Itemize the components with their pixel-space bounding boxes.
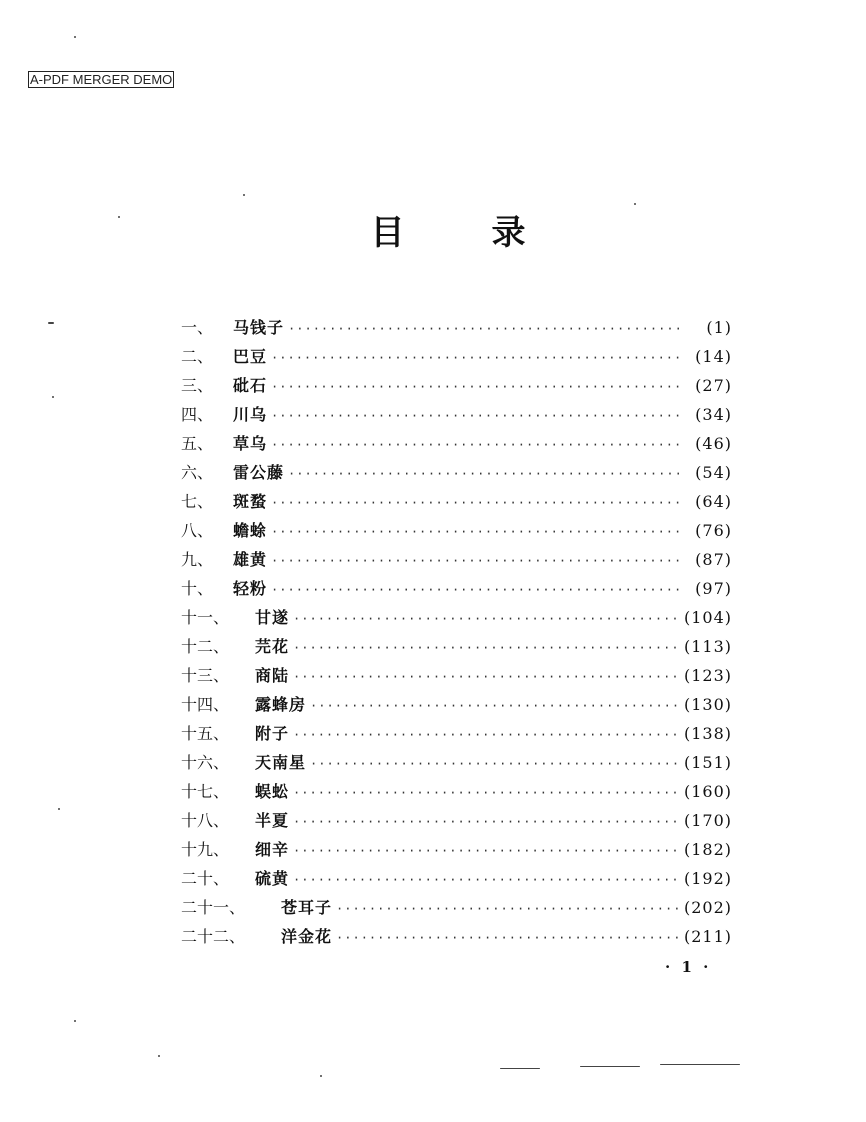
toc-entry-number: 二十一、 — [181, 898, 246, 917]
toc-entry-page: (97) — [695, 579, 732, 598]
toc-leader-dots — [293, 634, 678, 663]
toc-entry — [181, 603, 732, 632]
toc-entry-page: (87) — [695, 550, 732, 569]
toc-entry-page: (104) — [683, 608, 732, 627]
toc-leader-dots — [293, 605, 678, 634]
toc-entry — [181, 864, 732, 893]
scan-speck — [634, 203, 636, 205]
toc-entry — [181, 487, 732, 516]
toc-entry-page: (182) — [683, 840, 732, 859]
toc-entry-page: (123) — [683, 666, 732, 685]
toc-entry — [181, 777, 732, 806]
toc-entry-page: (76) — [695, 521, 732, 540]
toc-entry-page: (64) — [695, 492, 732, 511]
toc-entry — [181, 342, 732, 371]
toc-entry-number: 二十、 — [181, 869, 230, 888]
scan-speck — [243, 194, 245, 196]
scan-speck — [52, 396, 54, 398]
toc-leader-dots — [288, 460, 682, 489]
toc-entry — [181, 545, 732, 574]
toc-entry-title: 附子 — [255, 724, 290, 743]
toc-entry-number: 十七、 — [181, 782, 230, 801]
toc-entry-page: (113) — [683, 637, 732, 656]
toc-entry-title: 商陆 — [255, 666, 290, 685]
toc-entry — [181, 893, 732, 922]
toc-leader-dots — [336, 895, 678, 924]
toc-leader-dots — [271, 518, 682, 547]
toc-entry-number: 十八、 — [181, 811, 230, 830]
toc-entry-title: 巴豆 — [233, 347, 268, 366]
toc-leader-dots — [310, 750, 678, 779]
toc-leader-dots — [293, 808, 678, 837]
scan-speck — [74, 1020, 76, 1022]
toc-entry — [181, 719, 732, 748]
toc-entry-title: 草乌 — [233, 434, 268, 453]
toc-entry-number: 十一、 — [181, 608, 230, 627]
toc-entry-page: (34) — [695, 405, 732, 424]
toc-entry — [181, 371, 732, 400]
toc-entry-title: 苍耳子 — [281, 898, 333, 917]
toc-leader-dots — [271, 373, 682, 402]
toc-entry-number: 三、 — [181, 376, 214, 395]
scan-speck — [660, 1064, 740, 1065]
toc-entry-title: 雄黄 — [233, 550, 268, 569]
toc-entry-page: (27) — [695, 376, 732, 395]
toc-entry-number: 十五、 — [181, 724, 230, 743]
toc-entry — [181, 429, 732, 458]
toc-leader-dots — [288, 315, 682, 344]
scan-speck — [118, 216, 120, 218]
toc-entry-number: 五、 — [181, 434, 214, 453]
toc-entry-title: 蟾蜍 — [233, 521, 268, 540]
toc-entry-number: 九、 — [181, 550, 214, 569]
toc-entry — [181, 458, 732, 487]
toc-entry-page: (54) — [695, 463, 732, 482]
table-of-contents — [181, 313, 732, 951]
toc-entry-title: 半夏 — [255, 811, 290, 830]
toc-entry-number: 十六、 — [181, 753, 230, 772]
toc-entry — [181, 516, 732, 545]
toc-entry-number: 十九、 — [181, 840, 230, 859]
toc-leader-dots — [310, 692, 678, 721]
toc-entry-title: 洋金花 — [281, 927, 333, 946]
scan-speck — [74, 36, 76, 38]
scan-speck — [580, 1066, 640, 1067]
toc-entry-title: 川乌 — [233, 405, 268, 424]
scan-speck — [320, 1075, 322, 1077]
toc-entry-page: (211) — [683, 927, 732, 946]
toc-entry-page: (14) — [695, 347, 732, 366]
toc-entry-page: (138) — [683, 724, 732, 743]
title-char-2: 录 — [491, 213, 526, 253]
toc-entry-title: 硫黄 — [255, 869, 290, 888]
toc-entry-page: (151) — [683, 753, 732, 772]
toc-entry — [181, 922, 732, 951]
toc-entry — [181, 400, 732, 429]
toc-entry-number: 八、 — [181, 521, 214, 540]
toc-entry — [181, 806, 732, 835]
toc-leader-dots — [293, 779, 678, 808]
scan-speck — [500, 1068, 540, 1069]
toc-entry-number: 十三、 — [181, 666, 230, 685]
toc-entry-number: 十、 — [181, 579, 214, 598]
toc-entry-page: (170) — [683, 811, 732, 830]
toc-entry — [181, 748, 732, 777]
toc-entry-page: (46) — [695, 434, 732, 453]
toc-leader-dots — [293, 837, 678, 866]
toc-entry-title: 雷公藤 — [233, 463, 285, 482]
toc-leader-dots — [293, 721, 678, 750]
toc-entry-page: (160) — [683, 782, 732, 801]
toc-leader-dots — [271, 576, 682, 605]
toc-leader-dots — [336, 924, 678, 953]
scan-speck — [48, 322, 54, 324]
toc-entry-title: 露蜂房 — [255, 695, 307, 714]
toc-leader-dots — [271, 431, 682, 460]
toc-entry-title: 蜈蚣 — [255, 782, 290, 801]
toc-leader-dots — [293, 663, 678, 692]
toc-entry-page: (130) — [683, 695, 732, 714]
toc-entry-title: 甘遂 — [255, 608, 290, 627]
toc-leader-dots — [271, 547, 682, 576]
toc-entry-number: 二十二、 — [181, 927, 246, 946]
toc-entry — [181, 690, 732, 719]
toc-entry-title: 马钱子 — [233, 318, 285, 337]
toc-entry-title: 芫花 — [255, 637, 290, 656]
toc-entry — [181, 313, 732, 342]
toc-entry-title: 轻粉 — [233, 579, 268, 598]
toc-entry — [181, 632, 732, 661]
toc-entry-title: 砒石 — [233, 376, 268, 395]
toc-entry-number: 二、 — [181, 347, 214, 366]
toc-entry-page: (192) — [683, 869, 732, 888]
toc-entry-number: 六、 — [181, 463, 214, 482]
toc-entry — [181, 574, 732, 603]
toc-entry-page: (1) — [706, 318, 732, 337]
toc-entry-number: 四、 — [181, 405, 214, 424]
toc-entry-number: 七、 — [181, 492, 214, 511]
toc-entry-number: 十二、 — [181, 637, 230, 656]
toc-entry-number: 十四、 — [181, 695, 230, 714]
toc-entry-page: (202) — [683, 898, 732, 917]
scan-speck — [158, 1055, 160, 1057]
page-number: · 1 · — [665, 958, 712, 976]
toc-leader-dots — [271, 344, 682, 373]
scan-speck — [58, 808, 60, 810]
toc-entry — [181, 661, 732, 690]
toc-leader-dots — [271, 402, 682, 431]
page-title — [0, 205, 866, 254]
toc-entry-title: 天南星 — [255, 753, 307, 772]
toc-leader-dots — [271, 489, 682, 518]
toc-entry-title: 细辛 — [255, 840, 290, 859]
toc-leader-dots — [293, 866, 678, 895]
toc-entry-title: 斑蝥 — [233, 492, 268, 511]
toc-entry-number: 一、 — [181, 318, 214, 337]
toc-entry — [181, 835, 732, 864]
title-char-1: 目 — [370, 213, 405, 253]
watermark-banner: A-PDF MERGER DEMO — [30, 72, 173, 87]
